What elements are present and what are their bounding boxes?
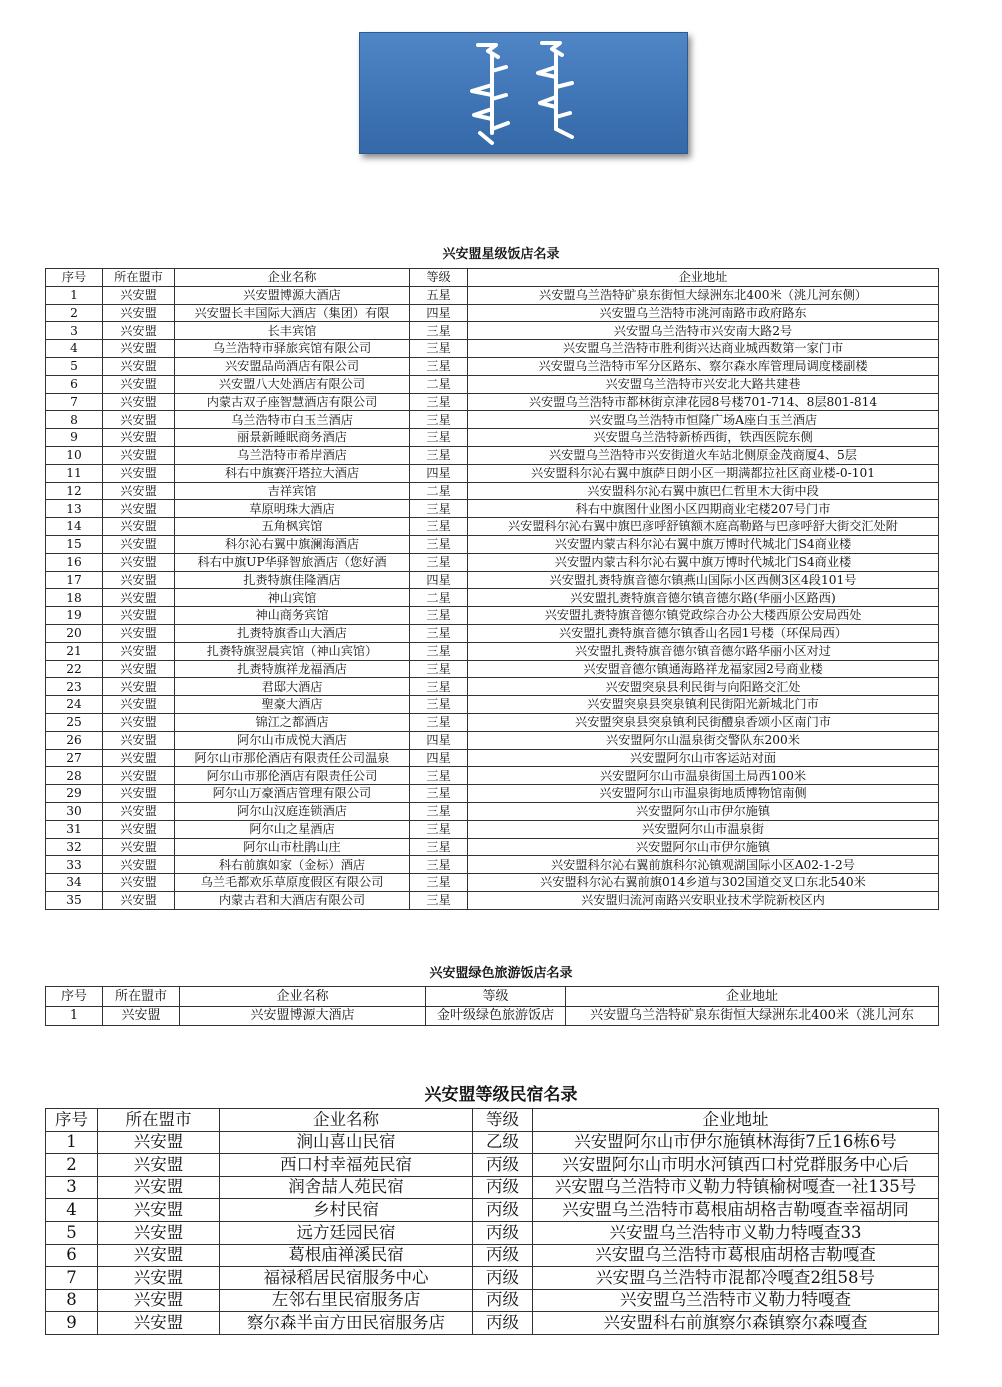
cell-address: 兴安盟阿尔山市伊尔施镇林海街7丘16栋6号 (533, 1131, 939, 1154)
cell-city: 兴安盟 (98, 1289, 220, 1312)
cell-city: 兴安盟 (103, 304, 175, 322)
cell-city: 兴安盟 (103, 589, 175, 607)
cell-address: 兴安盟阿尔山市伊尔施镇 (468, 838, 939, 856)
cell-grade: 三星 (410, 411, 468, 429)
cell-grade: 三星 (410, 820, 468, 838)
cell-grade: 二星 (410, 589, 468, 607)
cell-name: 阿尔山市那伦酒店有限责任公司温泉 (175, 749, 410, 767)
cell-index: 31 (46, 820, 103, 838)
cell-name: 兴安盟博源大酒店 (175, 286, 410, 304)
cell-index: 8 (46, 411, 103, 429)
cell-name: 内蒙古双子座智慧酒店有限公司 (175, 393, 410, 411)
cell-address: 兴安盟扎赉特旗音德尔镇香山名园1号楼（环保局西） (468, 624, 939, 642)
cell-city: 兴安盟 (103, 571, 175, 589)
cell-name: 科右中旗UP华驿智旅酒店（您好酒 (175, 553, 410, 571)
cell-name: 阿尔山万豪酒店管理有限公司 (175, 785, 410, 803)
table-row (46, 713, 939, 731)
cell-index: 30 (46, 802, 103, 820)
table-row (46, 1006, 939, 1026)
cell-city: 兴安盟 (103, 660, 175, 678)
cell-city: 兴安盟 (103, 375, 175, 393)
cell-name: 涧山喜山民宿 (220, 1131, 473, 1154)
cell-grade: 丙级 (473, 1199, 533, 1222)
cell-name: 草原明珠大酒店 (175, 500, 410, 518)
cell-address: 兴安盟乌兰浩特市义勒力特嘎查33 (533, 1221, 939, 1244)
cell-grade: 三星 (410, 838, 468, 856)
cell-address: 兴安盟乌兰浩特市军分区路东、察尔森水库管理局调度楼副楼 (468, 357, 939, 375)
cell-city: 兴安盟 (103, 802, 175, 820)
table-header-row (46, 269, 939, 287)
cell-grade: 三星 (410, 678, 468, 696)
cell-grade: 金叶级绿色旅游饭店 (426, 1006, 566, 1026)
cell-index: 16 (46, 553, 103, 571)
cell-address: 兴安盟突泉县突泉镇利民街醴泉香颂小区南门市 (468, 713, 939, 731)
cell-index: 13 (46, 500, 103, 518)
cell-name: 左邻右里民宿服务店 (220, 1289, 473, 1312)
cell-address: 兴安盟阿尔山市温泉街国土局西100米 (468, 767, 939, 785)
cell-grade: 三星 (410, 802, 468, 820)
table-row (46, 856, 939, 874)
table-row (46, 802, 939, 820)
cell-address: 兴安盟扎赉特旗音德尔镇党政综合办公大楼西原公安局西处 (468, 607, 939, 625)
table-row (46, 820, 939, 838)
cell-grade: 三星 (410, 696, 468, 714)
cell-city: 兴安盟 (98, 1221, 220, 1244)
cell-city: 兴安盟 (103, 642, 175, 660)
cell-address: 兴安盟阿尔山市温泉街 (468, 820, 939, 838)
cell-address: 兴安盟突泉县利民街与向阳路交汇处 (468, 678, 939, 696)
cell-address: 兴安盟阿尔山市客运站对面 (468, 749, 939, 767)
table-row (46, 518, 939, 536)
cell-name: 扎赉特旗佳隆酒店 (175, 571, 410, 589)
cell-name: 阿尔山市杜鹃山庄 (175, 838, 410, 856)
cell-address: 兴安盟阿尔山市伊尔施镇 (468, 802, 939, 820)
cell-city: 兴安盟 (103, 820, 175, 838)
cell-grade: 四星 (410, 731, 468, 749)
cell-index: 28 (46, 767, 103, 785)
cell-index: 26 (46, 731, 103, 749)
table-row (46, 874, 939, 892)
cell-address: 兴安盟乌兰浩特市义勒力特镇榆树嘎查一社135号 (533, 1176, 939, 1199)
cell-name: 察尔森半亩方田民宿服务店 (220, 1312, 473, 1335)
table-row (46, 1154, 939, 1177)
cell-name: 锦江之都酒店 (175, 713, 410, 731)
cell-index: 3 (46, 1176, 98, 1199)
cell-city: 兴安盟 (103, 749, 175, 767)
cell-address: 兴安盟科尔沁右翼前旗014乡道与302国道交叉口东北540米 (468, 874, 939, 892)
table-row (46, 1244, 939, 1267)
cell-grade: 丙级 (473, 1244, 533, 1267)
cell-index: 15 (46, 535, 103, 553)
star-hotels-title: 兴安盟星级饭店名录 (442, 247, 560, 262)
cell-index: 12 (46, 482, 103, 500)
cell-city: 兴安盟 (98, 1131, 220, 1154)
cell-name: 阿尔山汉庭连锁酒店 (175, 802, 410, 820)
cell-address: 兴安盟扎赉特旗音德尔镇音德尔路华丽小区对过 (468, 642, 939, 660)
cell-grade: 三星 (410, 713, 468, 731)
cell-grade: 乙级 (473, 1131, 533, 1154)
cell-city: 兴安盟 (103, 322, 175, 340)
cell-city: 兴安盟 (103, 838, 175, 856)
cell-city: 兴安盟 (103, 340, 175, 358)
table-row (46, 678, 939, 696)
cell-address: 兴安盟内蒙古科尔沁右翼中旗万博时代城北门S4商业楼 (468, 535, 939, 553)
cell-grade: 三星 (410, 553, 468, 571)
table-row (46, 535, 939, 553)
cell-grade: 丙级 (473, 1289, 533, 1312)
table-row (46, 500, 939, 518)
cell-name: 扎赉特旗翌晨宾馆（神山宾馆） (175, 642, 410, 660)
cell-name: 扎赉特旗祥龙福酒店 (175, 660, 410, 678)
table-row (46, 1221, 939, 1244)
table-row (46, 286, 939, 304)
cell-index: 5 (46, 1221, 98, 1244)
cell-name: 乌兰浩特市希岸酒店 (175, 446, 410, 464)
cell-city: 兴安盟 (103, 624, 175, 642)
table-row (46, 749, 939, 767)
cell-grade: 三星 (410, 446, 468, 464)
table-row (46, 571, 939, 589)
cell-grade: 三星 (410, 642, 468, 660)
column-header-index: 序号 (46, 987, 103, 1007)
cell-index: 9 (46, 1312, 98, 1335)
cell-index: 14 (46, 518, 103, 536)
cell-index: 1 (46, 286, 103, 304)
cell-address: 兴安盟科尔沁右翼中旗萨日朗小区一期满都拉社区商业楼-0-101 (468, 464, 939, 482)
cell-name: 长丰宾馆 (175, 322, 410, 340)
cell-name: 科右中旗赛汗塔拉大酒店 (175, 464, 410, 482)
cell-grade: 三星 (410, 624, 468, 642)
cell-grade: 丙级 (473, 1312, 533, 1335)
cell-city: 兴安盟 (103, 731, 175, 749)
table-row (46, 696, 939, 714)
cell-city: 兴安盟 (98, 1312, 220, 1335)
cell-grade: 丙级 (473, 1176, 533, 1199)
cell-city: 兴安盟 (98, 1244, 220, 1267)
table-row (46, 411, 939, 429)
cell-city: 兴安盟 (103, 535, 175, 553)
cell-index: 5 (46, 357, 103, 375)
table-row (46, 553, 939, 571)
table-row (46, 785, 939, 803)
cell-index: 7 (46, 1267, 98, 1290)
cell-grade: 三星 (410, 429, 468, 447)
cell-city: 兴安盟 (103, 856, 175, 874)
table-row (46, 464, 939, 482)
table-header-row (46, 1109, 939, 1132)
cell-city: 兴安盟 (103, 767, 175, 785)
cell-city: 兴安盟 (103, 891, 175, 909)
cell-name: 阿尔山市那伦酒店有限责任公司 (175, 767, 410, 785)
column-header-address: 企业地址 (566, 987, 939, 1007)
cell-address: 兴安盟科尔沁右翼中旗巴彦呼舒镇额木庭高勒路与巴彦呼舒大街交汇处附 (468, 518, 939, 536)
cell-name: 君邸大酒店 (175, 678, 410, 696)
cell-index: 1 (46, 1131, 98, 1154)
cell-name: 阿尔山市成悦大酒店 (175, 731, 410, 749)
cell-address: 科右中旗图什业图小区四期商业宅楼207号门市 (468, 500, 939, 518)
green-hotels-table (45, 986, 939, 1026)
cell-address: 兴安盟扎赉特旗音德尔镇音德尔路(华丽小区路西) (468, 589, 939, 607)
cell-address: 兴安盟阿尔山市明水河镇西口村党群服务中心后 (533, 1154, 939, 1177)
table-row (46, 1199, 939, 1222)
cell-city: 兴安盟 (103, 607, 175, 625)
cell-index: 24 (46, 696, 103, 714)
cell-address: 兴安盟归流河南路兴安职业技术学院新校区内 (468, 891, 939, 909)
homestays-table (45, 1108, 939, 1335)
cell-city: 兴安盟 (103, 500, 175, 518)
cell-name: 兴安盟长丰国际大酒店（集团）有限 (175, 304, 410, 322)
column-header-city: 所在盟市 (103, 987, 180, 1007)
cell-city: 兴安盟 (103, 411, 175, 429)
cell-grade: 三星 (410, 607, 468, 625)
cell-name: 西口村幸福苑民宿 (220, 1154, 473, 1177)
cell-grade: 三星 (410, 891, 468, 909)
column-header-city: 所在盟市 (103, 269, 175, 287)
cell-address: 兴安盟乌兰浩特矿泉东街恒大绿洲东北400米（洮儿河东 (566, 1006, 939, 1026)
cell-city: 兴安盟 (103, 518, 175, 536)
table-row (46, 607, 939, 625)
cell-index: 17 (46, 571, 103, 589)
cell-grade: 四星 (410, 464, 468, 482)
table-row (46, 429, 939, 447)
cell-city: 兴安盟 (103, 446, 175, 464)
cell-index: 4 (46, 1199, 98, 1222)
table-row (46, 1312, 939, 1335)
cell-name: 神山宾馆 (175, 589, 410, 607)
cell-name: 乌兰浩特市白玉兰酒店 (175, 411, 410, 429)
column-header-city: 所在盟市 (98, 1109, 220, 1132)
cell-address: 兴安盟乌兰浩特市兴安街道火车站北侧原金茂商厦4、5层 (468, 446, 939, 464)
cell-index: 11 (46, 464, 103, 482)
cell-index: 27 (46, 749, 103, 767)
cell-address: 兴安盟乌兰浩特市胜利街兴达商业城西数第一家门市 (468, 340, 939, 358)
cell-index: 2 (46, 1154, 98, 1177)
cell-index: 21 (46, 642, 103, 660)
cell-name: 润舍喆人苑民宿 (220, 1176, 473, 1199)
cell-name: 科右前旗如家（金标）酒店 (175, 856, 410, 874)
cell-city: 兴安盟 (103, 1006, 180, 1026)
column-header-address: 企业地址 (533, 1109, 939, 1132)
column-header-name: 企业名称 (220, 1109, 473, 1132)
cell-address: 兴安盟乌兰浩特矿泉东街恒大绿洲东北400米（洮儿河东侧） (468, 286, 939, 304)
cell-city: 兴安盟 (103, 482, 175, 500)
cell-name: 乡村民宿 (220, 1199, 473, 1222)
cell-city: 兴安盟 (103, 286, 175, 304)
column-header-grade: 等级 (426, 987, 566, 1007)
cell-grade: 丙级 (473, 1154, 533, 1177)
table-row (46, 589, 939, 607)
cell-city: 兴安盟 (98, 1267, 220, 1290)
cell-address: 兴安盟科右前旗察尔森镇察尔森嘎查 (533, 1312, 939, 1335)
cell-city: 兴安盟 (103, 696, 175, 714)
column-header-address: 企业地址 (468, 269, 939, 287)
cell-name: 聖豪大酒店 (175, 696, 410, 714)
cell-index: 29 (46, 785, 103, 803)
cell-city: 兴安盟 (103, 464, 175, 482)
column-header-index: 序号 (46, 1109, 98, 1132)
cell-grade: 三星 (410, 785, 468, 803)
table-row (46, 304, 939, 322)
cell-grade: 二星 (410, 375, 468, 393)
cell-grade: 三星 (410, 660, 468, 678)
cell-address: 兴安盟乌兰浩特市都林街京津花园8号楼701-714、8层801-814 (468, 393, 939, 411)
cell-index: 32 (46, 838, 103, 856)
cell-index: 33 (46, 856, 103, 874)
cell-name: 内蒙古君和大酒店有限公司 (175, 891, 410, 909)
table-row (46, 446, 939, 464)
cell-name: 葛根庙禅溪民宿 (220, 1244, 473, 1267)
cell-address: 兴安盟乌兰浩特市葛根庙胡格吉勒嘎查幸福胡同 (533, 1199, 939, 1222)
cell-city: 兴安盟 (98, 1176, 220, 1199)
cell-address: 兴安盟科尔沁右翼中旗巴仁哲里木大街中段 (468, 482, 939, 500)
cell-address: 兴安盟乌兰浩特市兴安南大路2号 (468, 322, 939, 340)
table-header-row (46, 987, 939, 1007)
cell-index: 34 (46, 874, 103, 892)
cell-address: 兴安盟乌兰浩特市义勒力特嘎查 (533, 1289, 939, 1312)
cell-grade: 三星 (410, 518, 468, 536)
column-header-grade: 等级 (410, 269, 468, 287)
cell-index: 35 (46, 891, 103, 909)
cell-index: 7 (46, 393, 103, 411)
cell-address: 兴安盟内蒙古科尔沁右翼中旗万博时代城北门S4商业楼 (468, 553, 939, 571)
cell-city: 兴安盟 (103, 678, 175, 696)
table-row (46, 731, 939, 749)
table-row (46, 1176, 939, 1199)
cell-grade: 三星 (410, 856, 468, 874)
cell-name: 兴安盟品尚酒店有限公司 (175, 357, 410, 375)
table-row (46, 482, 939, 500)
cell-index: 9 (46, 429, 103, 447)
cell-index: 22 (46, 660, 103, 678)
cell-index: 25 (46, 713, 103, 731)
cell-index: 6 (46, 1244, 98, 1267)
cell-address: 兴安盟乌兰浩特新桥西街，铁西医院东侧 (468, 429, 939, 447)
cell-name: 扎赉特旗香山大酒店 (175, 624, 410, 642)
table-row (46, 322, 939, 340)
cell-index: 1 (46, 1006, 103, 1026)
column-header-index: 序号 (46, 269, 103, 287)
mongolian-title-banner (359, 32, 688, 154)
cell-index: 8 (46, 1289, 98, 1312)
table-row (46, 357, 939, 375)
cell-grade: 三星 (410, 500, 468, 518)
table-row (46, 375, 939, 393)
cell-city: 兴安盟 (103, 785, 175, 803)
cell-city: 兴安盟 (103, 713, 175, 731)
cell-index: 19 (46, 607, 103, 625)
cell-name: 丽景新睡眠商务酒店 (175, 429, 410, 447)
column-header-name: 企业名称 (180, 987, 426, 1007)
column-header-grade: 等级 (473, 1109, 533, 1132)
cell-city: 兴安盟 (103, 429, 175, 447)
table-row (46, 393, 939, 411)
column-header-name: 企业名称 (175, 269, 410, 287)
cell-grade: 四星 (410, 749, 468, 767)
cell-name: 远方廷园民宿 (220, 1221, 473, 1244)
cell-city: 兴安盟 (103, 393, 175, 411)
homestays-title: 兴安盟等级民宿名录 (424, 1085, 578, 1105)
cell-city: 兴安盟 (103, 553, 175, 571)
table-row (46, 340, 939, 358)
cell-name: 乌兰浩特市驿旅宾馆有限公司 (175, 340, 410, 358)
cell-address: 兴安盟音德尔镇通海路祥龙福家园2号商业楼 (468, 660, 939, 678)
table-row (46, 624, 939, 642)
cell-address: 兴安盟乌兰浩特市葛根庙胡格吉勒嘎查 (533, 1244, 939, 1267)
cell-grade: 四星 (410, 571, 468, 589)
star-hotels-table (45, 268, 939, 910)
cell-grade: 丙级 (473, 1267, 533, 1290)
mongolian-script-glyph (360, 33, 687, 153)
cell-grade: 三星 (410, 340, 468, 358)
cell-index: 4 (46, 340, 103, 358)
cell-city: 兴安盟 (103, 357, 175, 375)
cell-name: 阿尔山之星酒店 (175, 820, 410, 838)
cell-name: 神山商务宾馆 (175, 607, 410, 625)
cell-address: 兴安盟乌兰浩特市兴安北大路共建巷 (468, 375, 939, 393)
cell-index: 18 (46, 589, 103, 607)
cell-name: 吉祥宾馆 (175, 482, 410, 500)
cell-address: 兴安盟突泉县突泉镇利民街阳光新城北门市 (468, 696, 939, 714)
cell-index: 2 (46, 304, 103, 322)
table-row (46, 660, 939, 678)
table-row (46, 642, 939, 660)
cell-address: 兴安盟扎赉特旗音德尔镇燕山国际小区西侧3区4段101号 (468, 571, 939, 589)
cell-grade: 二星 (410, 482, 468, 500)
cell-index: 10 (46, 446, 103, 464)
cell-name: 乌兰毛都欢乐草原度假区有限公司 (175, 874, 410, 892)
cell-grade: 三星 (410, 357, 468, 375)
cell-city: 兴安盟 (98, 1154, 220, 1177)
cell-address: 兴安盟科尔沁右翼前旗科尔沁镇观湖国际小区A02-1-2号 (468, 856, 939, 874)
cell-name: 兴安盟八大处酒店有限公司 (175, 375, 410, 393)
cell-grade: 四星 (410, 304, 468, 322)
cell-grade: 三星 (410, 393, 468, 411)
cell-name: 五角枫宾馆 (175, 518, 410, 536)
cell-address: 兴安盟乌兰浩特市恒隆广场A座白玉兰酒店 (468, 411, 939, 429)
table-row (46, 838, 939, 856)
cell-grade: 三星 (410, 767, 468, 785)
cell-address: 兴安盟阿尔山温泉街交警队东200米 (468, 731, 939, 749)
cell-index: 23 (46, 678, 103, 696)
cell-grade: 三星 (410, 535, 468, 553)
table-row (46, 891, 939, 909)
cell-grade: 三星 (410, 874, 468, 892)
table-row (46, 1131, 939, 1154)
cell-address: 兴安盟乌兰浩特市洮河南路市政府路东 (468, 304, 939, 322)
cell-index: 3 (46, 322, 103, 340)
table-row (46, 1289, 939, 1312)
green-hotels-title: 兴安盟绿色旅游饭店名录 (429, 966, 573, 981)
cell-city: 兴安盟 (98, 1199, 220, 1222)
cell-grade: 三星 (410, 322, 468, 340)
cell-name: 科尔沁右翼中旗澜海酒店 (175, 535, 410, 553)
cell-index: 6 (46, 375, 103, 393)
cell-address: 兴安盟阿尔山市温泉街地质博物馆南侧 (468, 785, 939, 803)
cell-name: 兴安盟博源大酒店 (180, 1006, 426, 1026)
table-row (46, 767, 939, 785)
cell-city: 兴安盟 (103, 874, 175, 892)
cell-address: 兴安盟乌兰浩特市混都冷嘎查2组58号 (533, 1267, 939, 1290)
cell-grade: 五星 (410, 286, 468, 304)
cell-grade: 丙级 (473, 1221, 533, 1244)
cell-index: 20 (46, 624, 103, 642)
cell-name: 福禄稻居民宿服务中心 (220, 1267, 473, 1290)
table-row (46, 1267, 939, 1290)
